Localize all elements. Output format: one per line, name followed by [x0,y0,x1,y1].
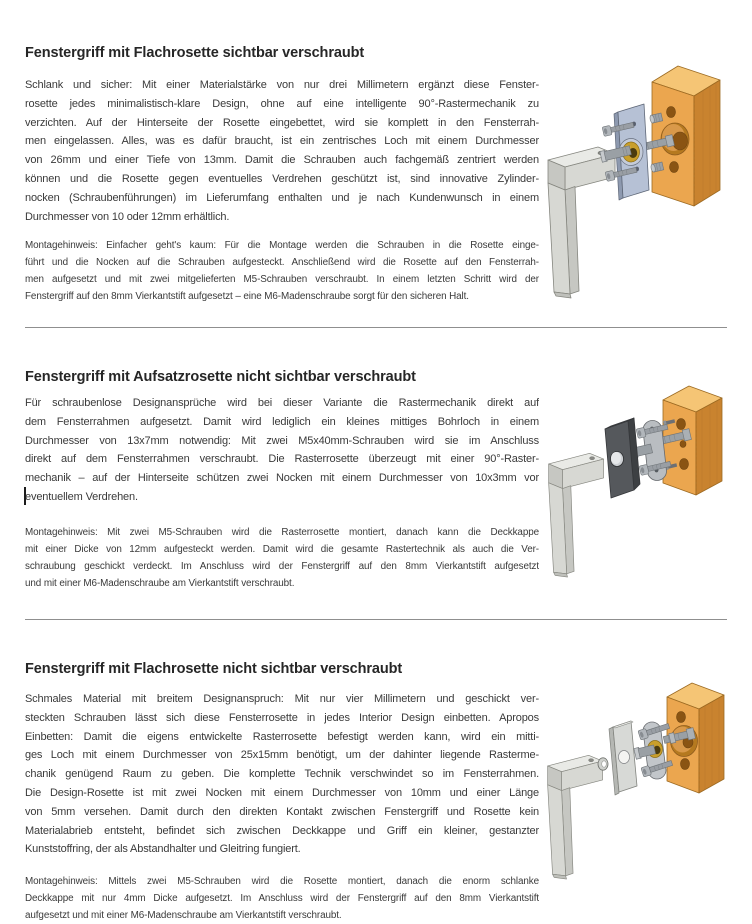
window-handle [548,755,603,879]
text-line: Kunststoffring, der als Abstandhalter und Gleitring fungiert. [25,843,301,856]
plastic-ring [598,758,608,770]
text-line: dem Fensterrahmen aufgesetzt. Damit wird lediglich ein kleines mittiges Bohrloch in einem [25,415,539,428]
text-line: men aufgesetzt und mit zwei mitgelieferten M5-Schrauben verschraubt. In einem letzten Schritt wird der [25,274,539,285]
text-line: mit einer Dicke von 12mm aufgesteckt werden. Damit wird die gesamte Rastertechnik als auch die Ver- [25,544,539,555]
section-2-heading: Fenstergriff mit Aufsatzrosette nicht sichtbar verschraubt [25,369,416,386]
text-line: Durchmesser von 10 oder 12mm erhältlich. [25,210,230,223]
section-1-heading: Fenstergriff mit Flachrosette sichtbar verschraubt [25,45,365,62]
illustration-exploded-view-flachrosette-sichtbar [538,56,752,306]
text-line: Schlank und sicher: Mit einer Materialstärke von nur drei Millimetern ergänzt diese Fenster- [25,79,539,91]
section-3-note [25,873,539,924]
text-line: Die Design-Rosette ist mit zwei Nocken mit einem Durchmesser von 10mm und einer Länge [25,786,539,799]
text-line: und mit einer M6-Madenschraube am Vierkantstift verschraubt. [25,578,295,589]
text-line: Schmales Material mit breitem Designanspruch: Mit nur vier Millimetern und geschickt ver- [25,693,539,705]
text-line: Montagehinweis: Mittels zwei M5-Schrauben wird die Rosette montiert, danach die enorm schlanke [25,876,539,887]
text-line: men eingelassen. Alles, was es dafür braucht, ist ein zentrisches Loch mit einem Durchmesser [25,135,539,148]
text-line: Materialabrieb entsteht, befindet sich zwischen Deckkappe und Griff ein kleiner, gestanzter [25,824,539,837]
window-handle [548,147,615,298]
text-line: Fenstergriff auf den 8mm Vierkantstift aufgesetzt – eine M6-Madenschraube sorgt für den sicheren Halt. [25,291,469,302]
text-line: Einbetten: Damit die eigens entwickelte Rasterrosette befestigt werden kann, wird ein mitti- [25,730,539,743]
text-line: Montagehinweis: Einfacher geht's kaum: Für die Montage werden die Schrauben in die Rosette einge- [25,240,539,251]
section-3-heading: Fenstergriff mit Flachrosette nicht sichtbar verschraubt [25,661,403,678]
text-line: mechanik – auf der Hinterseite schützen zwei Nocken mit einem Durchmesser von 10x3mm vor [25,472,539,485]
text-line: chanik genügend Raum zu geben. Die komplette Technik verschwindet so im Fensterrahmen. [25,768,539,781]
cover-cap [605,418,640,498]
text-line: Montagehinweis: Mit zwei M5-Schrauben wird die Rasterrosette montiert, danach kann die Deckkappe [25,527,539,538]
window-handle [549,453,604,577]
text-line: Durchmesser von 13x7mm notwendig: Mit zwei M5x40mm-Schrauben wird sie im Anschluss [25,434,539,447]
text-line: können und die Rosette gegen eventuelles Verdrehen geschützt ist, sind innovative Zylinder- [25,172,539,185]
text-line: führt und die Nocken auf die Schrauben aufgesteckt. Anschließend wird die Rosette auf den Fensterrah- [25,257,539,268]
section-2-note [25,524,539,592]
text-line: eventuellem Verdrehen. [25,490,138,503]
text-line: direkt auf dem Fensterrahmen verschraubt. Die Rasterrosette überzeugt mit einer 90°-Raster- [25,453,539,466]
text-line: Für schraubenlose Designansprüche wird bei dieser Variante die Rastermechanik direkt auf [25,397,539,409]
text-line: verzichten. Auf der Hinterseite der Rosette eingebettet, wird sie komplett in den Fensterrah- [25,116,539,129]
text-line: von 5mm versehen. Damit durch den direkten Kontakt zwischen Fenstergriff und Rosette kein [25,805,539,818]
illustration-exploded-view-flachrosette-verdeckt [538,678,752,886]
text-line: aufgesetzt und mit einer M6-Madenschraube am Vierkantstift verschraubt. [25,910,342,921]
section-divider [25,619,727,620]
section-1-note [25,237,539,305]
text-line: von 26mm und einer Tiefe von 13mm. Damit die Schrauben auch fachgemäß zentriert werden [25,154,539,167]
text-line: nocken (Schraubenführungen) im Lieferumfang enthalten und je nach Kundenwunsch in einem [25,191,539,204]
text-line: ges Loch mit einem Durchmesser von 25x15mm benötigt, um der dahinter liegende Rasterme- [25,749,539,762]
text-cursor [24,487,26,505]
section-3-body [25,690,539,859]
section-divider [25,327,727,328]
text-line: Deckkappe mit nur 4mm Dicke aufgesetzt. Im Anschluss wird der Fenstergriff auf den 8mm Vierkantstift [25,893,539,904]
text-line: rosette jedes minimalistisch-klare Design, ohne auf eine intelligente 90°-Rastermechanik zu [25,97,539,110]
illustration-exploded-view-aufsatzrosette [538,380,752,590]
text-line: steckten Schrauben lässt sich diese Fensterrosette in jedes Interior Design einbetten. Apropos [25,711,539,724]
section-1-body [25,76,539,226]
wood-block [652,66,720,206]
section-2-body [25,394,539,507]
text-line: schraubung geschickt verdeckt. Im Anschluss wird der Fenstergriff auf den 8mm Vierkantstift aufgesetzt [25,561,539,572]
thin-cover-plate [609,721,637,795]
